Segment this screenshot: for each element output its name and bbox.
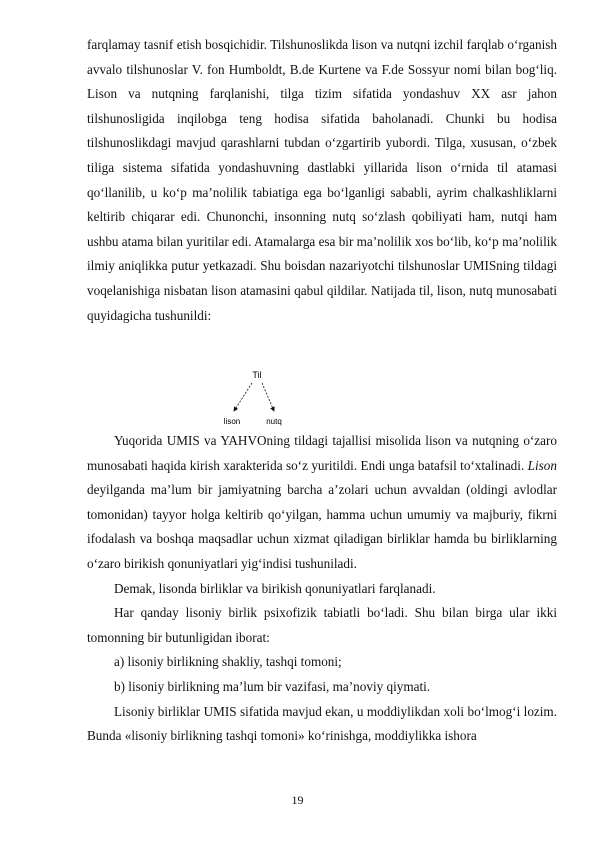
paragraph-har-qanday: Har qanday lisoniy birlik psixofizik tabiatli bo‘ladi. Shu bilan birga ular ikki tomonning bir butunligidan iborat: [87,605,557,645]
paragraph-lison-nutq: farqlamay tasnif etish bosqichidir. Tilshunoslikda lison va nutqni izchil farqlab o‘rganish avvalo tilshunoslar V. fon Humboldt, B.de Kurtene va F.de Sossyur nomi bilan bog‘liq. Lison va nutqning farqlanishi, tilga tizim sifatida yondashuv XX asr jahon tilshunosligida inqilobga teng hodisa sifatida baholanadi. Chunki bu hodisa tilshunoslikdagi mavjud qarashlarni tubdan o‘zgartirib yubordi. Tilga, xususan, o‘zbek tiliga sistema sifatida yondashuvning dastlabki yillarida lison o‘rnida til atamasi qo‘llanilib, u ko‘p ma’nolilik tabiatiga ega bo‘lganligi sababli, ayrim chalkashliklarni keltirib chiqarar edi. Chunonchi, insonning nutq so‘zlash qobiliyati ham, nutqi ham ushbu atama bilan yuritilar edi. Atamalarga esa bir ma’nolilik xos bo‘lib, ko‘p ma’nolilik ilmiy aniqlikka putur yetkazadi. Shu boisdan nazariyotchi tilshunoslar UMISning tildagi voqelanishiga nisbatan lison atamasini qabul qildilar. Natijada til, lison, nutq munosabati quyidagicha tushunildi: [87,37,558,323]
diagram-svg [212,366,302,428]
body-text-top [87,33,557,328]
lison-term: Lison [527,457,557,473]
arrow-til-to-lison [234,383,252,411]
arrow-til-to-nutq [262,383,274,411]
paragraph-demak: Demak, lisonda birliklar va birikish qonuniyatlari farqlanadi. [114,580,436,596]
paragraph-yuqorida-part1: Yuqorida UMIS va YAHVOning tildagi tajallisi misolida lison va nutqning o‘zaro munosabati haqida kirish xarakterida so‘z yuritildi. Endi unga batafsil to‘xtalinadi. [87,433,557,473]
paragraph-yuqorida [87,429,557,577]
page-number: 19 [291,793,304,807]
til-lison-nutq-diagram [212,366,302,428]
diagram-right-label: nutq [266,417,282,426]
body-text-bottom [87,429,557,749]
list-item-b: b) lisoniy birlikning ma’lum bir vazifasi, ma’noviy qiymati. [114,678,431,694]
paragraph-lisoniy-birliklar: Lisoniy birliklar UMIS sifatida mavjud ekan, u moddiylikdan xoli bo‘lmog‘i lozim. Bunda «lisoniy birlikning tashqi tomoni» ko‘rinishga, moddiylikka ishora [87,703,557,744]
diagram-left-label: lison [223,417,241,426]
diagram-root-label: Til [252,370,262,380]
list-item-a: a) lisoniy birlikning shakliy, tashqi tomoni; [114,654,342,670]
paragraph-yuqorida-part2: deyilganda ma’lum bir jamiyatning barcha a’zolari uchun avvaldan (oldingi avlodlar tomonidan) tayyor holga keltirib qo‘yilgan, hamma uchun umumiy va majburiy, fikrni ifodalash va boshqa maqsadlar uchun xizmat qiladigan birliklar hamda bu birliklarning o‘zaro birikish qonuniyatlari yig‘indisi tushuniladi. [87,482,557,571]
